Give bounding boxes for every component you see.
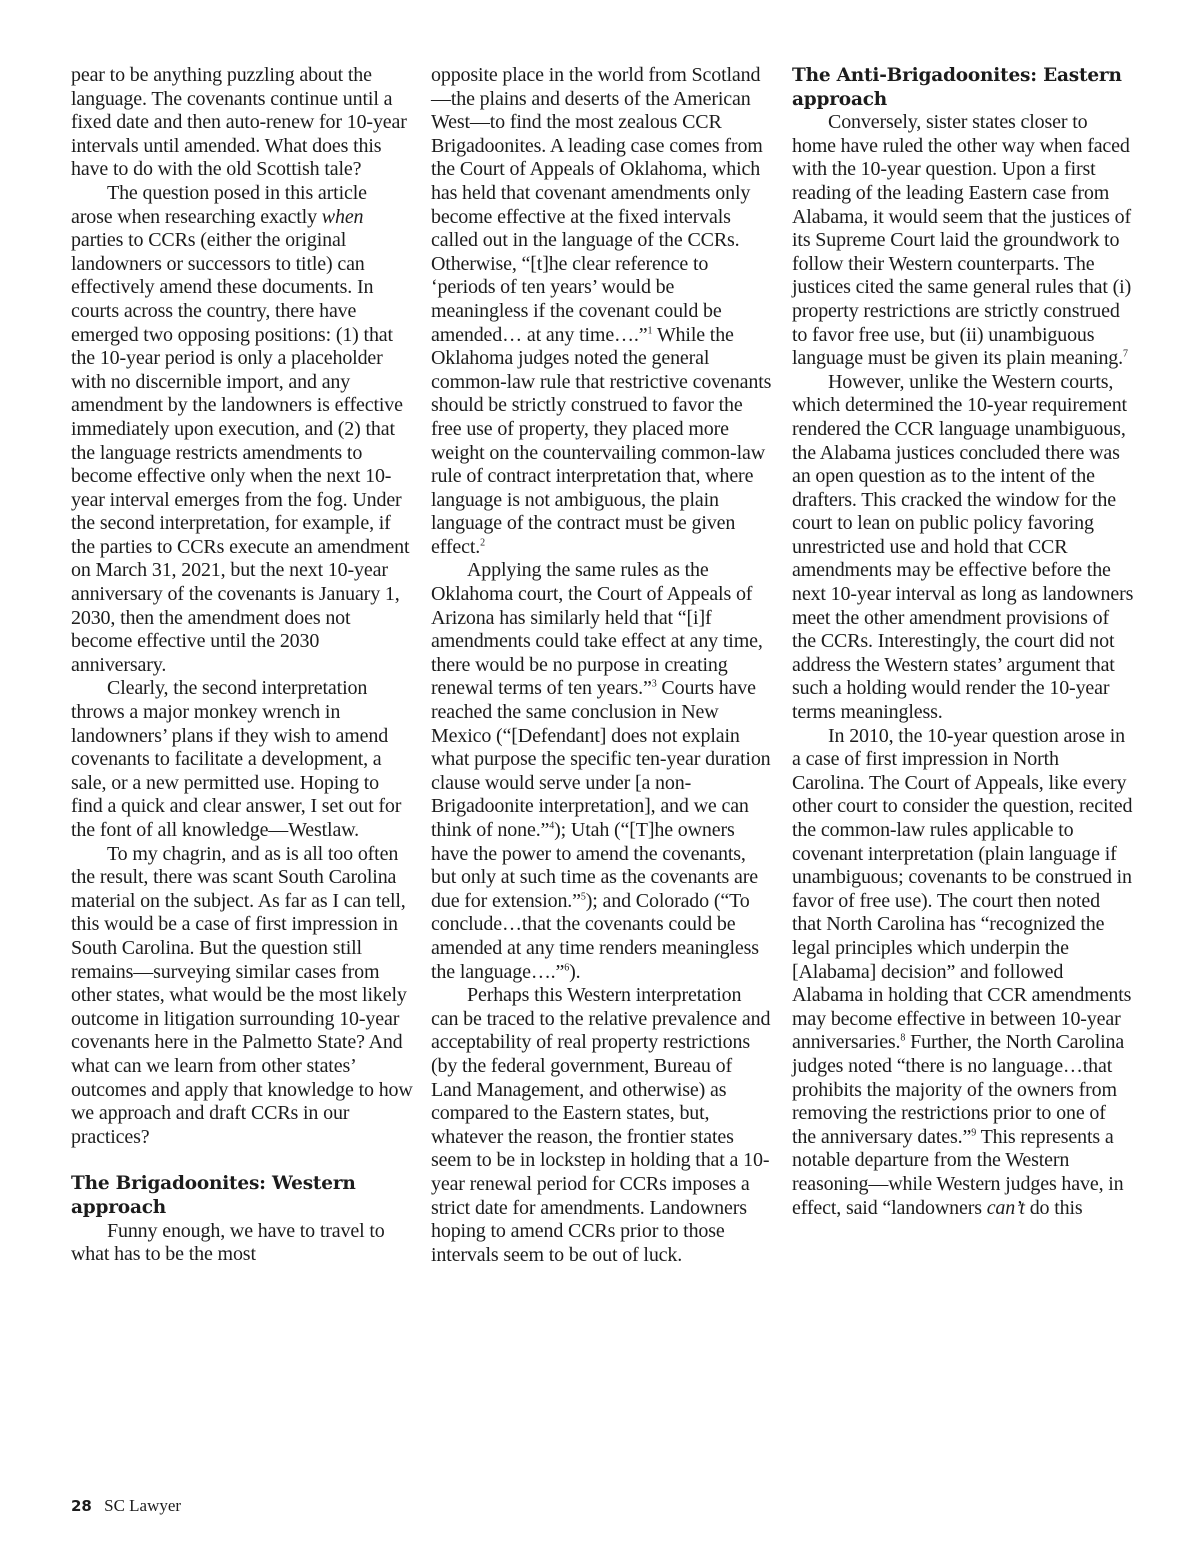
footnote-ref: 6 [564, 961, 570, 973]
text-run: Further, the North Carolina judges noted “there is no language…that prohibits the majority of the owners from removing the restrictions prior to one of the anniversary dates.” [792, 1031, 1125, 1148]
text-run: Courts have reached the same conclusion in New Mexico (“[Defendant] does not explain what purpose the specific ten-year duration clause would serve under [a non-Brigadoonite interpretation], and we can think of none.” [431, 677, 771, 841]
footnote-ref: 9 [971, 1127, 977, 1139]
paragraph [71, 182, 413, 677]
text-run: However, unlike the Western courts, which determined the 10-year requirement rendered the CCR language unambiguous, the Alabama justices concluded there was an open question as to the intent of the drafters. This cracked the window for the court to lean on public policy favoring unrestricted use and hold that CCR amendments may be effective before the next 10-year interval as long as landowners meet the other amendment provisions of the CCRs. Interestingly, the court did not address the Western states’ argument that such a holding would render the 10-year terms meaningless. [792, 370, 1134, 724]
text-run: To my chagrin, and as is all too often the result, there was scant South Carolina material on the subject. As far as I can tell, this would be a case of first impression in South Carolina. But the question still remains—surveying similar cases from other states, what would be the most likely outcome in litigation surrounding 10-year covenants here in the Palmetto State? And what can we learn from other states’ outcomes and apply that knowledge to how we approach and draft CCRs in our practices? [71, 842, 413, 1148]
text-run: ); and Colorado (“To conclude…that the covenants could be amended at any time renders meaningless the language….” [431, 889, 759, 983]
text-run: While the Oklahoma judges noted the general common-law rule that restrictive covenants should be strictly construed to favor the free use of property, they placed more weight on the countervailing common-law rule of contract interpretation that, where language is not ambiguous, the plain language of the contract must be given effect. [431, 323, 772, 558]
text-run: In 2010, the 10-year question arose in a case of first impression in North Carolina. The Court of Appeals, like every other court to consider the question, recited the common-law rules applicable to covenant interpretation (plain language if unambiguous; covenants to be construed in favor of free use). The court then noted that North Carolina has “recognized the legal principles which underpin the [Alabama] decision” and followed Alabama in holding that CCR amendments may become effective in between 10-year anniversaries. [792, 724, 1133, 1054]
paragraph [431, 984, 773, 1267]
text-run: Clearly, the second interpretation throws a major monkey wrench in landowners’ plans if they wish to amend covenants to facilitate a development, a sale, or a new permitted use. Hoping to find a quick and clear answer, I set out for the font of all knowledge—Westlaw. [71, 677, 402, 841]
paragraph [71, 64, 413, 182]
paragraph [71, 677, 413, 842]
text-run: opposite place in the world from Scotland—the plains and deserts of the American West—to find the most zealous CCR Brigadoonites. A leading case comes from the Court of Appeals of Oklahoma, which has held that covenant amendments only become effective at the fixed intervals called out in the language of the CCRs. Otherwise, “[t]he clear reference to ‘periods of ten years’ would be meaningless if the covenant could be amended… at any time….” [431, 64, 763, 346]
footnote-ref: 4 [549, 820, 555, 832]
text-run: Funny enough, we have to travel to what has to be the most [71, 1219, 385, 1266]
publication-name: SC Lawyer [104, 1496, 182, 1515]
text-run: ). [569, 960, 581, 983]
text-run: The question posed in this article arose when researching exactly [71, 181, 367, 228]
footnote-ref: 3 [651, 678, 657, 690]
paragraph [431, 64, 773, 559]
paragraph [431, 559, 773, 984]
text-run: ); Utah (“[T]he owners have the power to amend the covenants, but only at such time as the covenants are due for extension.” [431, 819, 758, 912]
section-heading: The Brigadoonites: Western approach [71, 1173, 356, 1218]
footnote-ref: 8 [900, 1032, 906, 1044]
text-run: This represents a notable departure from the Western reasoning—while Western judges have, in effect, said “landowners [792, 1125, 1124, 1219]
section-heading: The Anti-Brigadoonites: Eastern approach [792, 65, 1122, 110]
page-number: 28 [71, 1497, 92, 1515]
footnote-ref: 5 [580, 891, 586, 903]
footnote-ref: 2 [480, 537, 485, 549]
paragraph [71, 1220, 413, 1267]
text-run: Applying the same rules as the Oklahoma court, the Court of Appeals of Arizona has similarly held that “[i]f amendments could take effect at any time, there would be no purpose in creating renewal terms of ten years.” [431, 559, 763, 700]
column-1 [71, 64, 413, 1267]
text-run: pear to be anything puzzling about the language. The covenants continue until a fixed date and then auto-renew for 10-year intervals until amended. What does this have to do with the old Scottish tale? [71, 64, 407, 181]
footnote-ref: 1 [647, 324, 653, 336]
paragraph [792, 371, 1134, 725]
paragraph [792, 111, 1134, 371]
paragraph [792, 725, 1134, 1220]
column-2 [431, 64, 773, 1267]
footnote-ref: 7 [1123, 348, 1128, 360]
paragraph [71, 843, 413, 1150]
emphasis-text: can’t [986, 1196, 1025, 1219]
text-run: Perhaps this Western interpretation can be traced to the relative prevalence and acceptability of real property restrictions (by the federal government, Bureau of Land Management, and otherwise) as compared to the Eastern states, but, whatever the reason, the frontier states seem to be in lockstep in holding that a 10-year renewal period for CCRs imposes a strict date for amendments. Landowners hoping to amend CCRs prior to those intervals seem to be out of luck. [431, 984, 771, 1266]
text-run: do this [1024, 1196, 1083, 1219]
text-run: parties to CCRs (either the original landowners or successors to title) can effectively amend these documents. In courts across the country, there have emerged two opposing positions: (1) that the 10-year period is only a placeholder with no discernible import, and any amendment by the landowners is effective immediately upon execution, and (2) that the language restricts amendments to become effective only when the next 10-year interval emerges from the fog. Under the second interpretation, for example, if the parties to CCRs execute an amendment on March 31, 2021, but the next 10-year anniversary of the covenants is January 1, 2030, then the amendment does not become effective until the 2030 anniversary. [71, 229, 410, 676]
text-run: Conversely, sister states closer to home have ruled the other way when faced with the 10-year question. Upon a first reading of the leading Eastern case from Alabama, it would seem that the justices of its Supreme Court laid the groundwork to follow their Western counterparts. The justices cited the same general rules that (i) property restrictions are strictly construed to favor free use, but (ii) unambiguous language must be given its plain meaning. [792, 111, 1132, 370]
column-3 [792, 64, 1134, 1220]
page-footer [71, 1496, 181, 1516]
emphasis-text: when [321, 205, 364, 228]
